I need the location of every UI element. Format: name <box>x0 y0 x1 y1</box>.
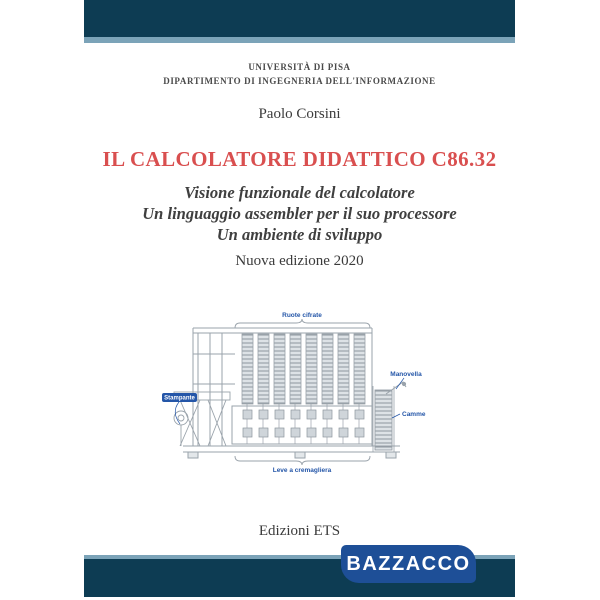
cover-page <box>84 0 515 597</box>
subtitle-block <box>84 182 515 245</box>
subtitle-line-2: Un linguaggio assembler per il suo processore <box>142 204 457 223</box>
digit-wheel-columns <box>242 334 365 404</box>
dimension-braces <box>235 319 370 465</box>
edition-note: Nuova edizione 2020 <box>235 253 364 269</box>
calculator-line-drawing <box>160 306 450 478</box>
top-band <box>84 0 515 37</box>
mechanical-calculator-diagram <box>160 306 450 478</box>
diagram-label-leve-cremagliera: Leve a cremagliera <box>272 467 332 474</box>
crank-handle <box>386 382 406 394</box>
diagram-label-ruote-cifrate: Ruote cifrate <box>282 312 322 319</box>
diagram-label-camme: Camme <box>402 411 426 418</box>
gear-blocks <box>243 410 364 437</box>
subtitle-line-1: Visione funzionale del calcolatore <box>184 183 415 202</box>
cam-tower <box>373 386 394 452</box>
affiliation-line-1: UNIVERSITÀ DI PISA <box>248 62 351 72</box>
author-name: Paolo Corsini <box>258 106 341 122</box>
book-title: IL CALCOLATORE DIDATTICO C86.32 <box>102 147 497 171</box>
bazzacco-watermark-badge: BAZZACCO <box>341 545 476 583</box>
subtitle-line-3: Un ambiente di sviluppo <box>216 225 383 244</box>
diagram-label-stampante-chip <box>162 393 197 402</box>
base-platform <box>183 446 400 458</box>
diagram-label-stampante: Stampante <box>164 395 195 402</box>
diagram-label-manovella: Manovella <box>390 371 422 378</box>
publisher-name: Edizioni ETS <box>258 523 341 539</box>
affiliation-line-2: DIPARTIMENTO DI INGEGNERIA DELL'INFORMAZIONE <box>163 76 436 86</box>
top-band-accent-line <box>84 37 515 43</box>
